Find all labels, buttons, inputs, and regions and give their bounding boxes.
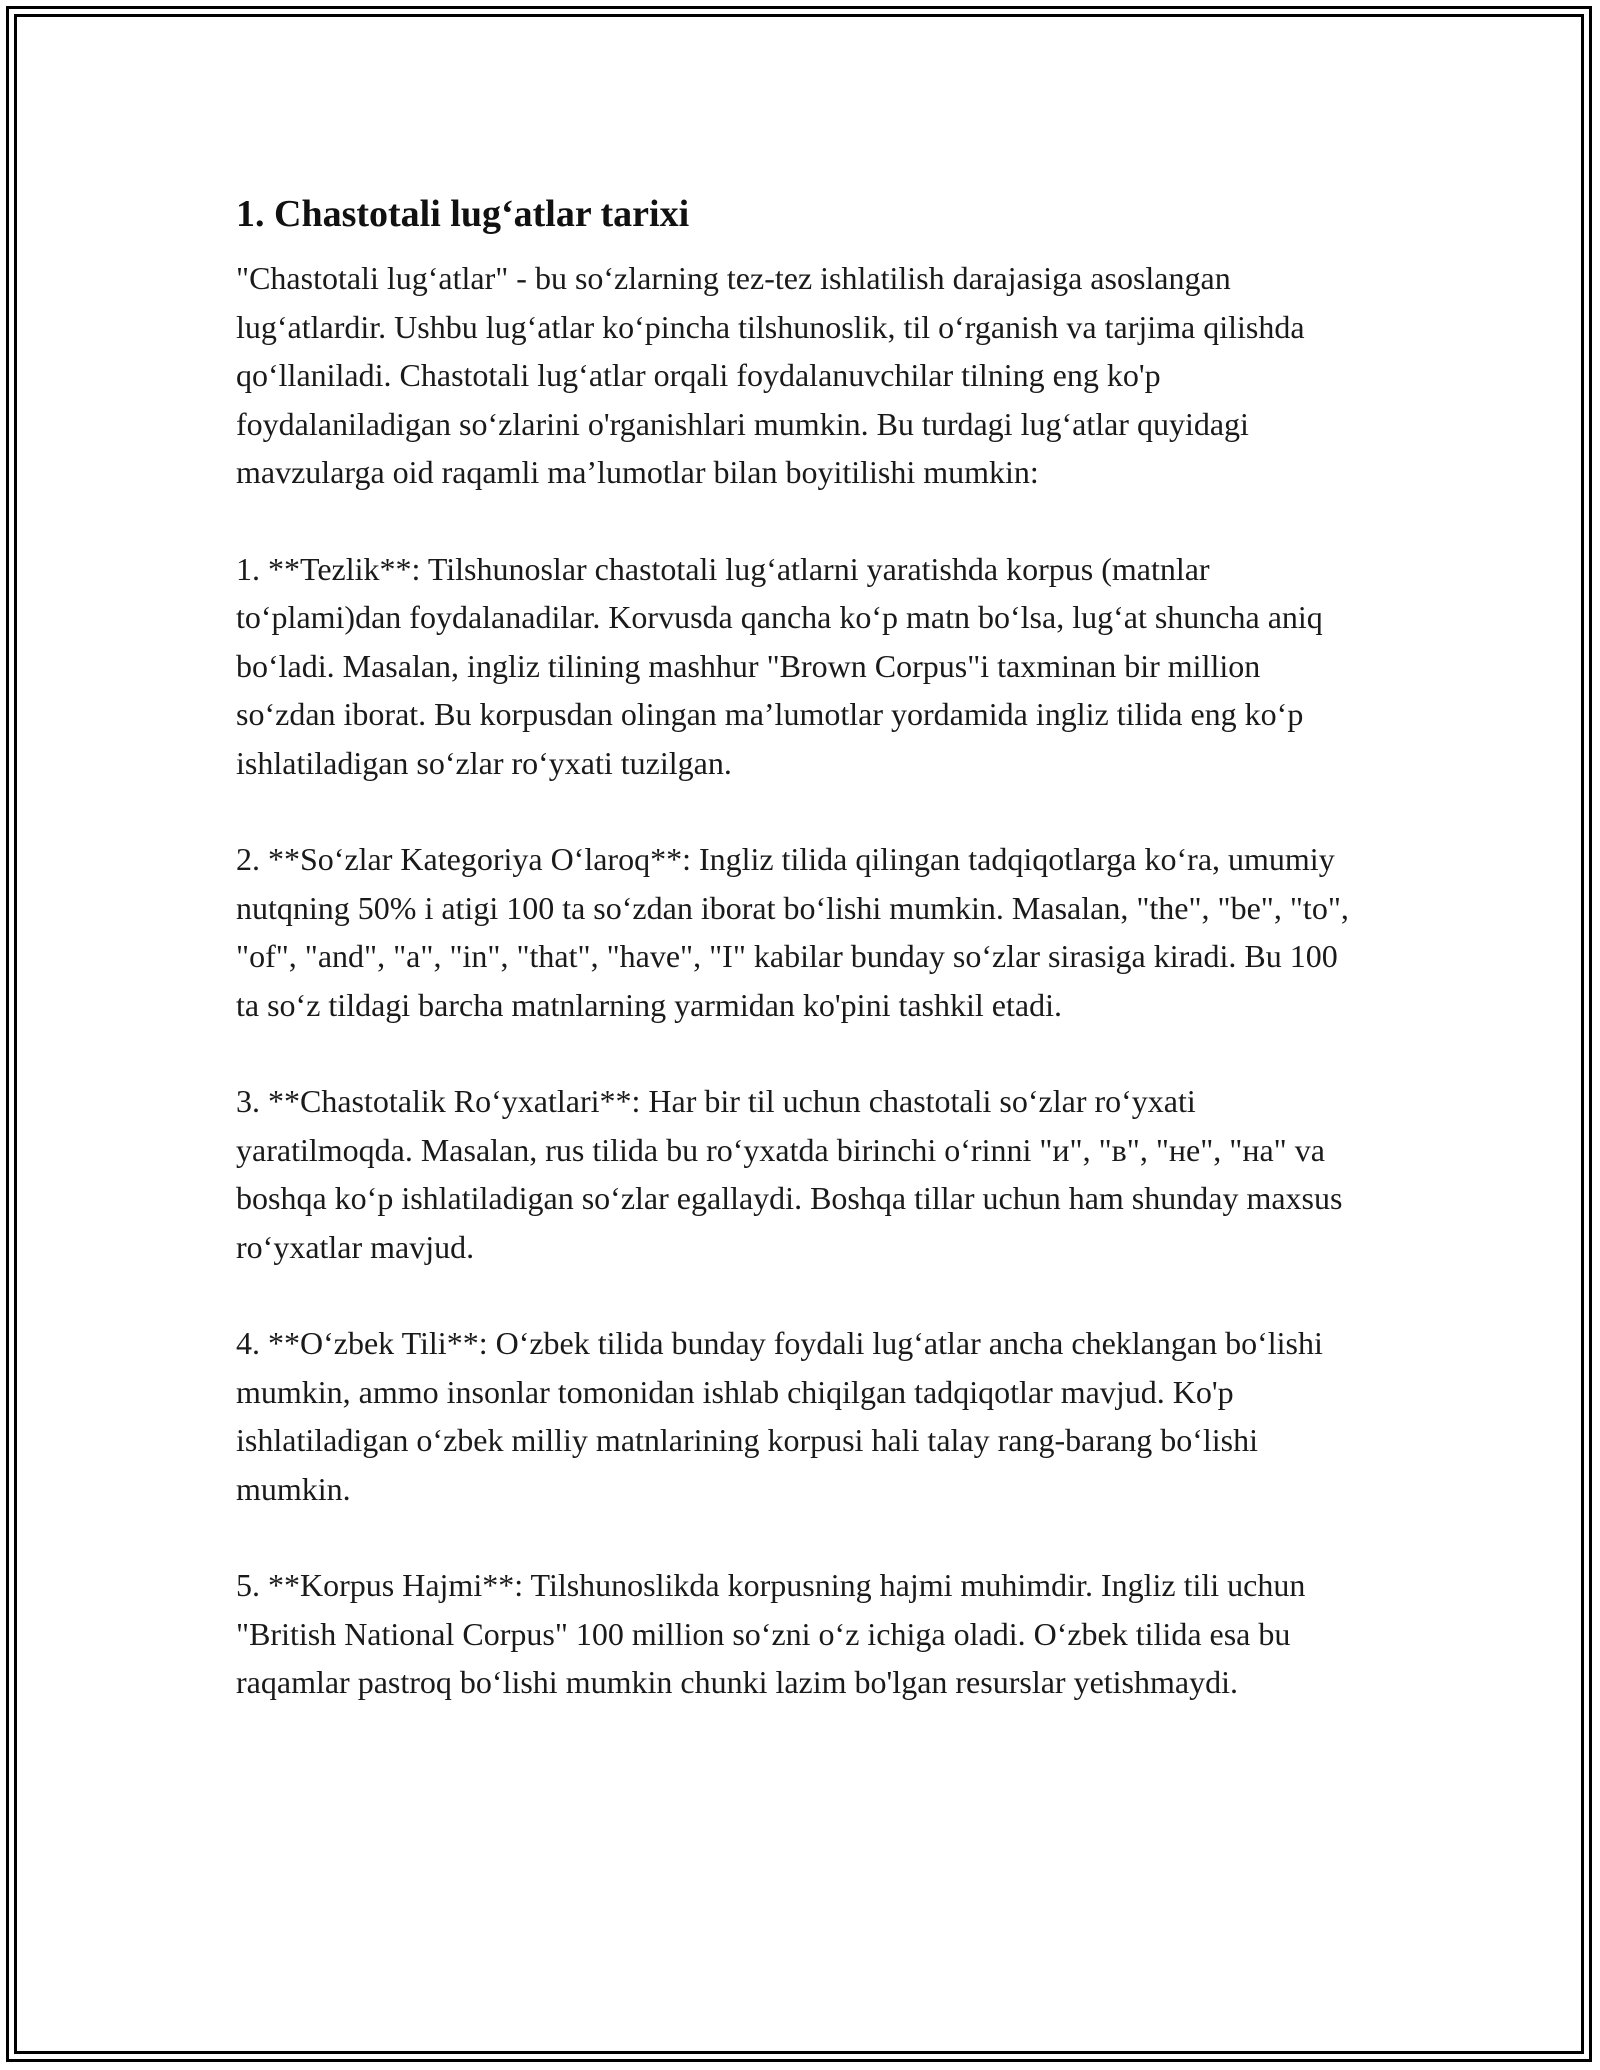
document-body	[236, 186, 1366, 1755]
section-heading: 1. Chastotali lug‘atlar tarixi	[236, 193, 690, 235]
paragraph-ozbek-tili: 4. **O‘zbek Tili**: O‘zbek tilida bunday foydali lug‘atlar ancha cheklangan bo‘lishi mumkin, ammo insonlar tomonidan ishlab chiqilgan tadqiqotlar mavjud. Ko'p ishlatiladigan o‘zbek milliy matnlarining korpusi hali talay rang-barang bo‘lishi mumkin.	[236, 1325, 1323, 1507]
intro-paragraph: "Chastotali lug‘atlar" - bu so‘zlarning tez-tez ishlatilish darajasiga asoslangan lug‘atlardir. Ushbu lug‘atlar ko‘pincha tilshunoslik, til o‘rganish va tarjima qilishda qo‘llaniladi. Chastotali lug‘atlar orqali foydalanuvchilar tilning eng ko'p foydalaniladigan so‘zlarini o'rganishlari mumkin. Bu turdagi lug‘atlar quyidagi mavzularga oid raqamli ma’lumotlar bilan boyitilishi mumkin:	[236, 260, 1305, 490]
paragraph-sozlar-kategoriya: 2. **So‘zlar Kategoriya O‘laroq**: Ingliz tilida qilingan tadqiqotlarga ko‘ra, umumiy nutqning 50% i atigi 100 ta so‘zdan iborat bo‘lishi mumkin. Masalan, "the", "be", "to", "of", "and", "a", "in", "that", "have", "I" kabilar bunday so‘zlar sirasiga kiradi. Bu 100 ta so‘z tildagi barcha matnlarning yarmidan ko'pini tashkil etadi.	[236, 841, 1349, 1023]
paragraph-korpus-hajmi: 5. **Korpus Hajmi**: Tilshunoslikda korpusning hajmi muhimdir. Ingliz tili uchun "British National Corpus" 100 million so‘zni o‘z ichiga oladi. O‘zbek tilida esa bu raqamlar pastroq bo‘lishi mumkin chunki lazim bo'lgan resurslar yetishmaydi.	[236, 1567, 1306, 1700]
paragraph-chastotalik-royxatlari: 3. **Chastotalik Ro‘yxatlari**: Har bir til uchun chastotali so‘zlar ro‘yxati yaratilmoqda. Masalan, rus tilida bu ro‘yxatda birinchi o‘rinni "и", "в", "не", "на" va boshqa ko‘p ishlatiladigan so‘zlar egallaydi. Boshqa tillar uchun ham shunday maxsus ro‘yxatlar mavjud.	[236, 1083, 1343, 1265]
paragraph-tezlik: 1. **Tezlik**: Tilshunoslar chastotali lug‘atlarni yaratishda korpus (matnlar to‘plami)dan foydalanadilar. Korvusda qancha ko‘p matn bo‘lsa, lug‘at shuncha aniq bo‘ladi. Masalan, ingliz tilining mashhur "Brown Corpus"i taxminan bir million so‘zdan iborat. Bu korpusdan olingan ma’lumotlar yordamida ingliz tilida eng ko‘p ishlatiladigan so‘zlar ro‘yxati tuzilgan.	[236, 550, 1323, 781]
